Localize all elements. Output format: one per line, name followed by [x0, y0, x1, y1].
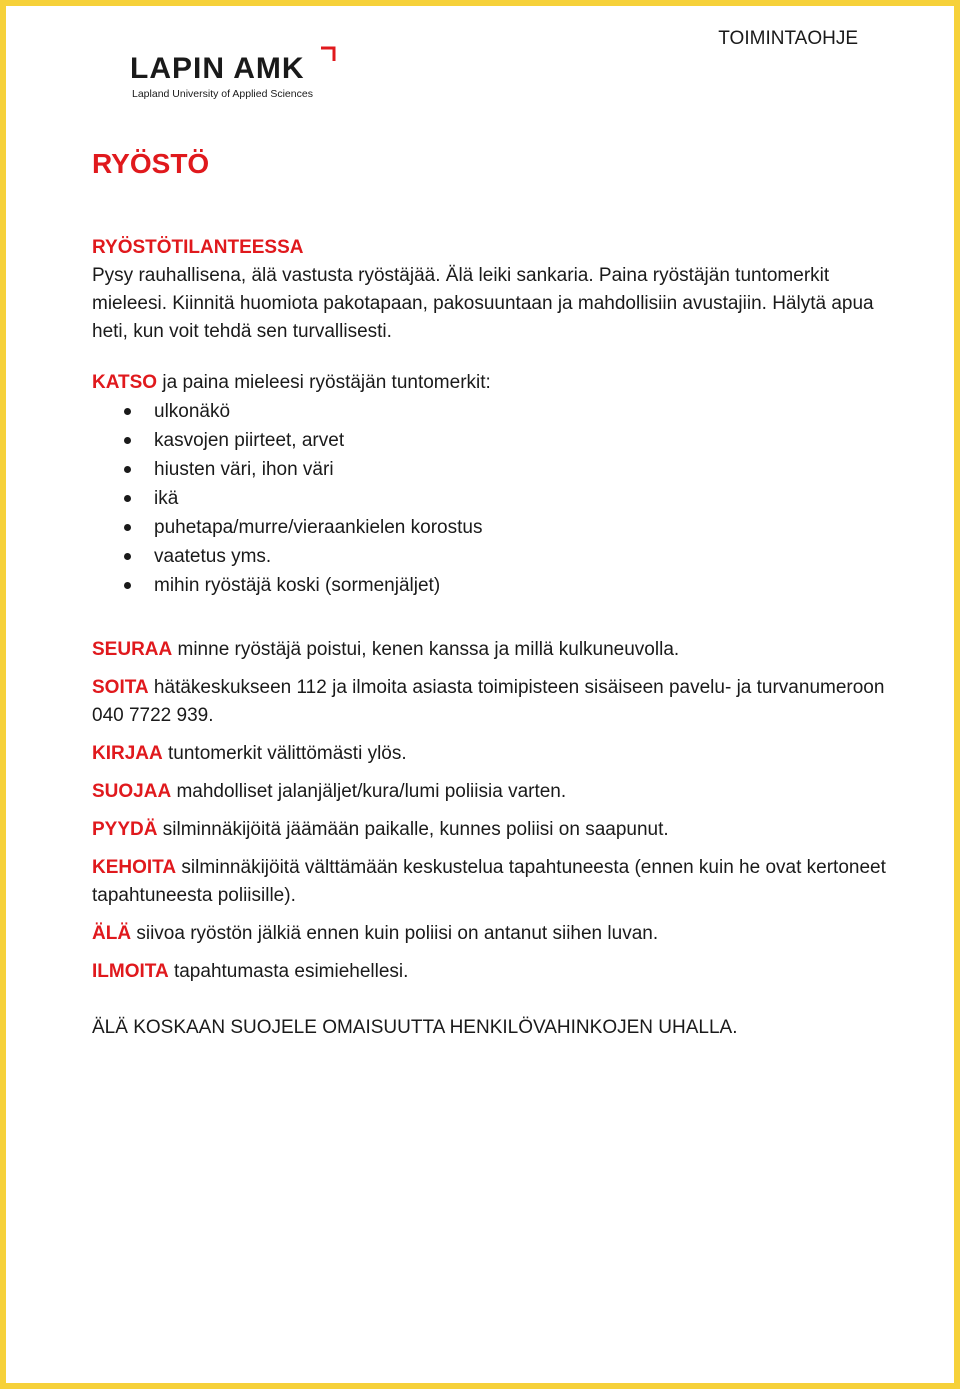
list-item [92, 571, 892, 600]
page-title: RYÖSTÖ [92, 148, 210, 179]
instruction-text: tapahtumasta esimiehellesi. [168, 961, 409, 982]
instruction-text: silminnäkijöitä välttämään keskustelua tapahtuneesta (ennen kuin he ovat kertoneet tapahtuneesta poliisille). [92, 857, 886, 906]
logo-corner-mark-icon [320, 46, 336, 62]
list-item-text: hiusten väri, ihon väri [154, 459, 334, 480]
instruction-pyyda [92, 816, 892, 844]
list-item-text: kasvojen piirteet, arvet [154, 430, 345, 451]
instruction-keyword: PYYDÄ [92, 819, 158, 840]
logo-wordmark: LAPIN AMK [130, 52, 305, 85]
document-type-label: TOIMINTAOHJE [718, 28, 858, 49]
list-item [92, 484, 892, 513]
lapin-amk-logo [130, 46, 350, 106]
katso-text: ja paina mieleesi ryöstäjän tuntomerkit: [157, 372, 491, 393]
list-item [92, 455, 892, 484]
instruction-kehoita [92, 854, 892, 910]
instruction-keyword: SOITA [92, 677, 149, 698]
intro-heading: RYÖSTÖTILANTEESSA [92, 237, 304, 258]
katso-lead [92, 369, 892, 397]
instruction-keyword: KIRJAA [92, 743, 163, 764]
logo-subtitle: Lapland University of Applied Sciences [132, 88, 313, 100]
instruction-keyword: SEURAA [92, 639, 173, 660]
bullet-icon [124, 582, 131, 589]
instruction-seuraa [92, 636, 892, 664]
instructions-section [92, 636, 892, 986]
list-item-text: mihin ryöstäjä koski (sormenjäljet) [154, 575, 441, 596]
list-item [92, 513, 892, 542]
bullet-icon [124, 408, 131, 415]
bullet-icon [124, 466, 131, 473]
instruction-text: tuntomerkit välittömästi ylös. [162, 743, 407, 764]
instruction-kirjaa [92, 740, 892, 768]
list-item-text: ikä [154, 488, 179, 509]
list-item [92, 397, 892, 426]
instruction-text: mahdolliset jalanjäljet/kura/lumi poliisia varten. [171, 781, 567, 802]
instruction-soita [92, 674, 892, 730]
bullet-icon [124, 524, 131, 531]
instruction-suojaa [92, 778, 892, 806]
katso-keyword: KATSO [92, 372, 158, 393]
instruction-keyword: ÄLÄ [92, 923, 132, 944]
final-warning: ÄLÄ KOSKAAN SUOJELE OMAISUUTTA HENKILÖVAHINKOJEN UHALLA. [92, 1017, 738, 1038]
list-item [92, 426, 892, 455]
document-body [92, 146, 892, 1042]
katso-section [92, 369, 892, 600]
instruction-ilmoita [92, 958, 892, 986]
bullet-icon [124, 553, 131, 560]
list-item [92, 542, 892, 571]
intro-text: Pysy rauhallisena, älä vastusta ryöstäjää. Älä leiki sankaria. Paina ryöstäjän tuntomerkit mieleesi. Kiinnitä huomiota pakotapaan, pakosuuntaan ja mahdollisiin avustajiin. Hälytä apua heti, kun voit tehdä sen turvallisesti. [92, 265, 874, 342]
intro-section [92, 234, 892, 346]
bullet-icon [124, 437, 131, 444]
bullet-icon [124, 495, 131, 502]
instruction-text: minne ryöstäjä poistui, kenen kanssa ja millä kulkuneuvolla. [172, 639, 680, 660]
list-item-text: ulkonäkö [154, 401, 231, 422]
instruction-text: hätäkeskukseen 112 ja ilmoita asiasta toimipisteen sisäiseen pavelu- ja turvanumeroon 040 7722 939. [92, 677, 885, 726]
list-item-text: puhetapa/murre/vieraankielen korostus [154, 517, 483, 538]
instruction-ala [92, 920, 892, 948]
features-list [92, 397, 892, 600]
instruction-text: silminnäkijöitä jäämään paikalle, kunnes poliisi on saapunut. [157, 819, 669, 840]
instruction-keyword: ILMOITA [92, 961, 169, 982]
instruction-text: siivoa ryöstön jälkiä ennen kuin poliisi on antanut siihen luvan. [131, 923, 659, 944]
instruction-keyword: KEHOITA [92, 857, 177, 878]
instruction-keyword: SUOJAA [92, 781, 172, 802]
list-item-text: vaatetus yms. [154, 546, 272, 567]
